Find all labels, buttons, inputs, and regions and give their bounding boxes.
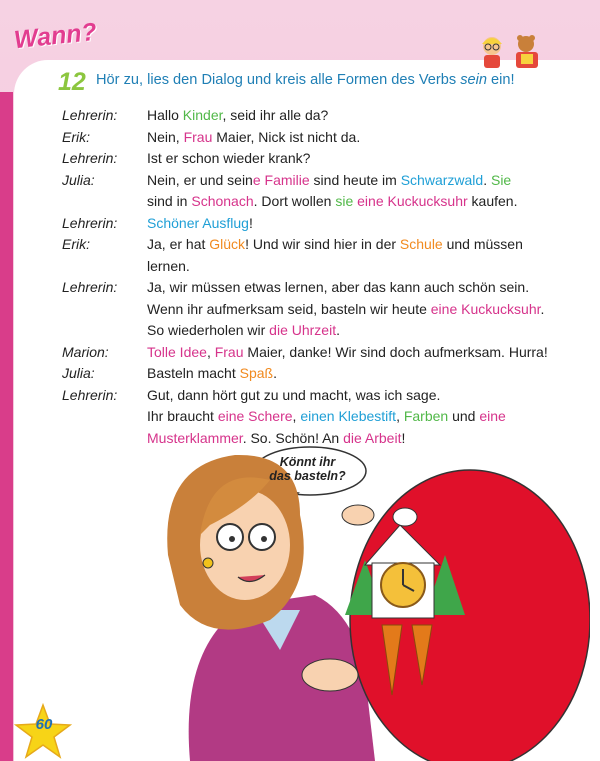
dialog-row (62, 213, 582, 235)
task-number: 12 (58, 68, 86, 96)
dialog-segment: ! (401, 429, 406, 446)
dialog-segment: sie (335, 193, 354, 209)
dialog-segment: einen Klebestift (300, 408, 397, 424)
dialog-line (147, 363, 582, 385)
teacher-cuckoo-clock-illustration (150, 445, 590, 761)
dialog-segment: Familie (264, 171, 310, 188)
speaker-label: Lehrerin: (62, 107, 118, 123)
dialog-segment: Sie (490, 171, 512, 188)
dialog-line (147, 342, 582, 364)
dialog-segment: Schule (399, 236, 443, 252)
dialog-segment: , (292, 408, 301, 424)
dialog-segment: eine Kuckucksuhr (357, 193, 468, 209)
left-margin-bar (0, 92, 13, 761)
dialog-segment: Nein, er und sein (147, 171, 253, 188)
dialog-segment: . Dort wollen (253, 193, 336, 209)
dialog-segment: So wiederholen wir (147, 322, 270, 338)
dialog-segment: eine Kuckucksuhr (430, 300, 541, 317)
dialog-segment: Wenn ihr aufmerksam seid, basteln wir heute (147, 300, 431, 317)
dialog-segment: eine (479, 408, 506, 424)
speaker-label: Julia: (62, 365, 95, 381)
dialog-line (147, 299, 582, 321)
dialog-segment: Kinder (182, 107, 223, 123)
dialog-segment: Schonach (191, 193, 254, 209)
dialog-line (147, 277, 582, 299)
dialog-line (147, 191, 582, 213)
dialog-segment: . (483, 171, 491, 188)
dialog-row (62, 148, 582, 170)
dialog-segment: . (336, 322, 340, 338)
dialog-text (147, 277, 582, 342)
dialog-segment: Frau (214, 343, 244, 360)
dialog-text (147, 385, 582, 450)
dialog-segment: Nein, (147, 128, 184, 145)
dialog-line (147, 234, 582, 256)
dialog-row (62, 363, 582, 385)
dialog-line (147, 256, 582, 278)
dialog-segment: Maier, danke! Wir sind doch aufmerksam. Hurra! (243, 343, 548, 360)
dialog-list (62, 105, 582, 449)
dialog-segment: Gut, dann hört gut zu und macht, was ich sage. (147, 386, 441, 403)
dialog-text (147, 148, 582, 170)
dialog-segment: Maier, Nick ist nicht da. (212, 128, 361, 145)
dialog-segment: , (206, 343, 215, 360)
section-title: Wann? (12, 17, 99, 55)
dialog-segment: Hallo (147, 107, 183, 123)
dialog-segment: , (396, 408, 404, 424)
dialog-line (147, 170, 582, 192)
dialog-segment: e (252, 171, 261, 188)
dialog-line (147, 148, 582, 170)
dialog-segment: die Arbeit (343, 429, 402, 446)
dialog-segment: kaufen. (467, 193, 518, 209)
dialog-line (147, 213, 582, 235)
dialog-line (147, 406, 582, 428)
dialog-line (147, 105, 582, 127)
dialog-line (147, 385, 582, 407)
task-instruction: Hör zu, lies den Dialog und kreis alle Formen des Verbs sein ein! (96, 72, 515, 88)
dialog-text (147, 234, 582, 277)
dialog-segment: eine Schere (217, 408, 293, 424)
dialog-segment: Spaß (239, 365, 274, 381)
speaker-label: Erik: (62, 128, 90, 145)
dialog-text (147, 363, 582, 385)
dialog-segment: Glück (209, 236, 246, 252)
speaker-label: Erik: (62, 236, 90, 252)
speaker-label: Lehrerin: (62, 386, 118, 403)
dialog-text (147, 105, 582, 127)
dialog-segment: und (448, 408, 480, 424)
speaker-label: Marion: (62, 343, 109, 360)
dialog-row (62, 127, 582, 149)
dialog-segment: Basteln macht (147, 365, 240, 381)
speaker-label: Lehrerin: (62, 214, 118, 231)
dialog-segment: lernen. (147, 257, 190, 274)
dialog-segment: Tolle Idee (147, 343, 207, 360)
dialog-row (62, 170, 582, 213)
dialog-segment: die Uhrzeit (269, 322, 337, 338)
dialog-row (62, 234, 582, 277)
dialog-segment: Ja, wir müssen etwas lernen, aber das kann auch schön sein. (147, 279, 530, 295)
dialog-segment: und müssen (442, 236, 523, 252)
dialog-segment: Ist er schon wieder krank? (147, 150, 311, 166)
page-number: 60 (35, 716, 53, 733)
speaker-label: Lehrerin: (62, 279, 118, 295)
dialog-segment: . (540, 300, 545, 317)
speaker-label: Julia: (62, 171, 95, 188)
dialog-text (147, 170, 582, 213)
dialog-segment: . (273, 365, 277, 381)
dialog-segment: Schöner Ausflug (147, 214, 249, 231)
speaker-label: Lehrerin: (62, 150, 118, 166)
dialog-row (62, 385, 582, 450)
dialog-segment: sind in (147, 193, 192, 209)
speech-bubble-text: Könnt ihr das basteln? (269, 455, 346, 483)
dialog-row (62, 342, 582, 364)
dialog-segment: . So. Schön! An (242, 429, 344, 446)
dialog-text (147, 127, 582, 149)
dialog-segment: sind heute im (309, 171, 401, 188)
dialog-line (147, 127, 582, 149)
dialog-segment: ! Und wir sind hier in der (245, 236, 400, 252)
dialog-segment: ! (248, 214, 253, 231)
dialog-segment: Farben (403, 408, 449, 424)
dialog-segment: Ja, er hat (147, 236, 210, 252)
dialog-segment: Frau (183, 128, 213, 145)
dialog-text (147, 213, 582, 235)
dialog-row (62, 105, 582, 127)
dialog-line (147, 320, 582, 342)
dialog-text (147, 342, 582, 364)
dialog-segment: Ihr braucht (147, 408, 218, 424)
children-icon (474, 30, 554, 70)
dialog-segment: Musterklammer (147, 429, 243, 446)
dialog-row (62, 277, 582, 342)
dialog-segment: Schwarzwald (400, 171, 484, 188)
dialog-segment: , seid ihr alle da? (222, 107, 329, 123)
